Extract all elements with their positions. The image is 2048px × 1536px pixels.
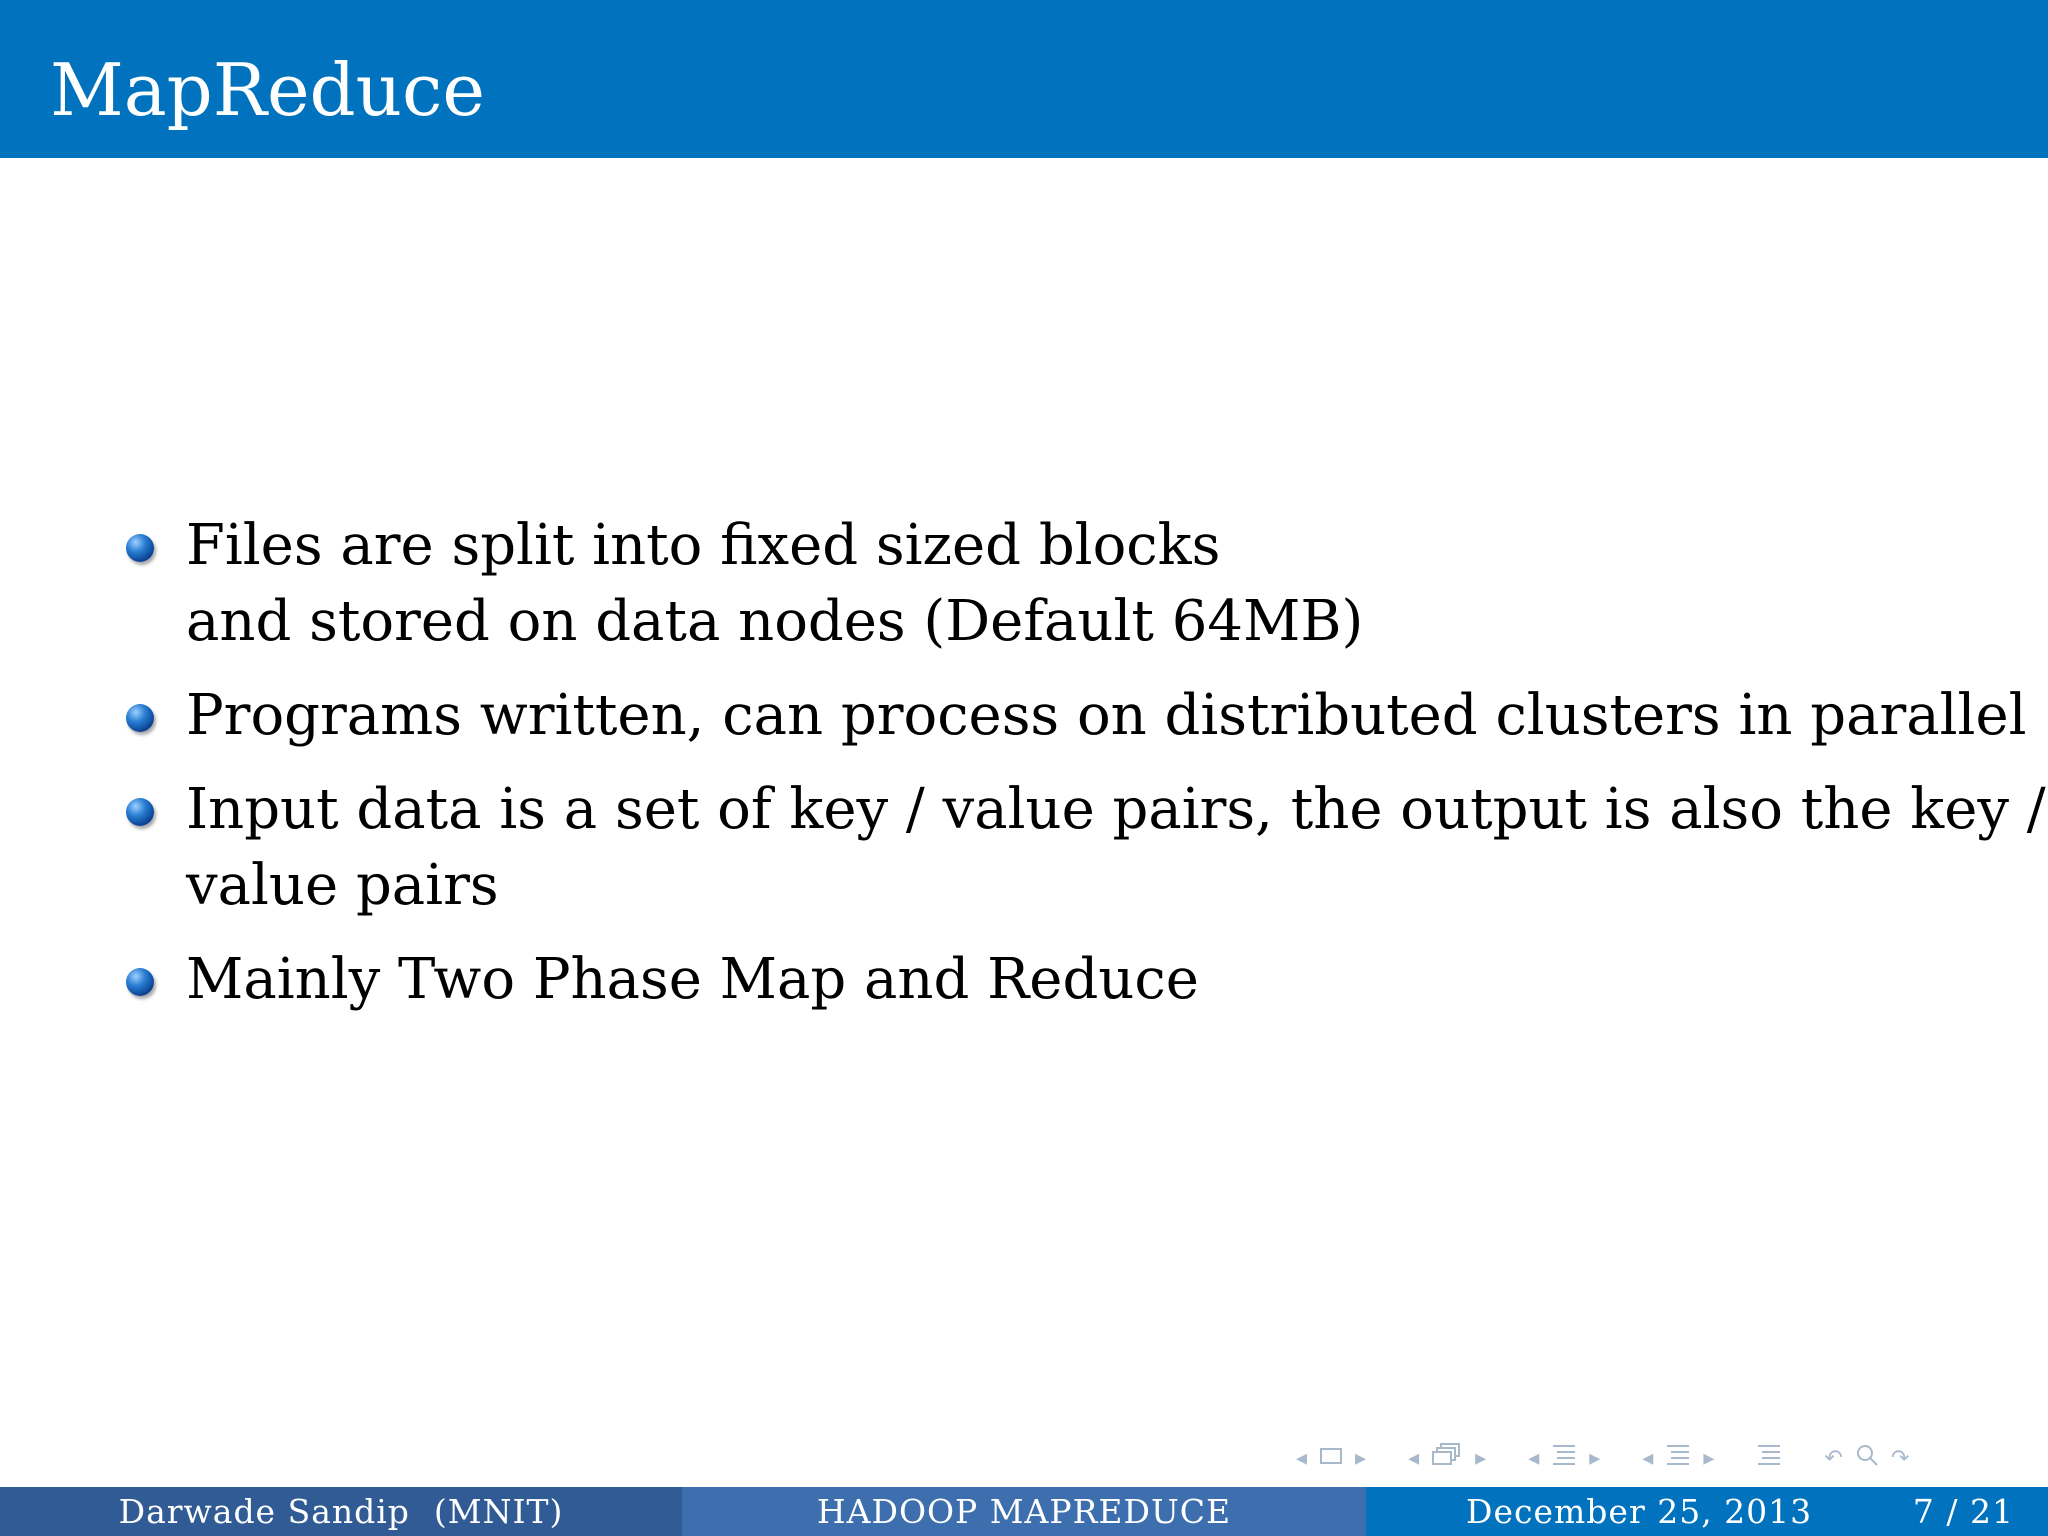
nav-search-icon[interactable] xyxy=(1855,1443,1879,1473)
bullet-text-line: Mainly Two Phase Map and Reduce xyxy=(186,947,1199,1012)
beamer-navigation-bar xyxy=(1290,1440,1945,1476)
nav-forward-icon[interactable]: ↷ xyxy=(1890,1445,1910,1471)
slide-header xyxy=(0,0,2048,158)
nav-outline-icon[interactable] xyxy=(1756,1442,1782,1474)
bullet-item xyxy=(120,678,2027,754)
bullet-list xyxy=(120,508,2046,1036)
nav-frame-group[interactable] xyxy=(1290,1446,1372,1471)
nav-prev-arrow-icon[interactable]: ◂ xyxy=(1528,1445,1540,1471)
nav-frame-icon[interactable] xyxy=(1319,1446,1343,1471)
nav-presentation-group[interactable] xyxy=(1636,1442,1720,1474)
nav-presentation-icon[interactable] xyxy=(1665,1442,1691,1474)
nav-prev-arrow-icon[interactable]: ◂ xyxy=(1296,1445,1308,1471)
bullet-text-line: Programs written, can process on distributed clusters in parallel xyxy=(186,683,2027,748)
bullet-item xyxy=(120,772,2046,924)
nav-tools-group[interactable] xyxy=(1818,1443,1915,1473)
bullet-text-line: value pairs xyxy=(186,853,499,918)
footer-author: Darwade Sandip xyxy=(118,1492,410,1531)
nav-subsection-group[interactable] xyxy=(1402,1442,1492,1474)
footer-page-number: 7 / 21 xyxy=(1912,1492,2014,1531)
footer-institute: (MNIT) xyxy=(433,1492,564,1531)
nav-next-arrow-icon[interactable]: ▸ xyxy=(1589,1445,1601,1471)
nav-section-icon[interactable] xyxy=(1551,1442,1577,1474)
nav-section-group[interactable] xyxy=(1522,1442,1606,1474)
bullet-text-line: and stored on data nodes (Default 64MB) xyxy=(186,589,1364,654)
nav-subsection-icon[interactable] xyxy=(1431,1442,1463,1474)
bullet-text-line: Input data is a set of key / value pairs, the output is also the key / xyxy=(186,777,2046,842)
nav-next-arrow-icon[interactable]: ▸ xyxy=(1703,1445,1715,1471)
nav-prev-arrow-icon[interactable]: ◂ xyxy=(1642,1445,1654,1471)
bullet-ball-icon xyxy=(126,798,154,826)
slide-footer xyxy=(0,1487,2048,1536)
bullet-item xyxy=(120,942,2010,1018)
footer-title-box xyxy=(682,1487,1366,1536)
bullet-text-line: Files are split into fixed sized blocks xyxy=(186,513,1221,578)
bullet-ball-icon xyxy=(126,704,154,732)
bullet-ball-icon xyxy=(126,534,154,562)
bullet-ball-icon xyxy=(126,968,154,996)
nav-next-arrow-icon[interactable]: ▸ xyxy=(1475,1445,1487,1471)
slide-title: MapReduce xyxy=(50,48,485,132)
footer-date: December 25, 2013 xyxy=(1466,1492,1813,1531)
nav-prev-arrow-icon[interactable]: ◂ xyxy=(1408,1445,1420,1471)
footer-talk-title: HADOOP MAPREDUCE xyxy=(816,1492,1232,1531)
nav-next-arrow-icon[interactable]: ▸ xyxy=(1355,1445,1367,1471)
bullet-item xyxy=(120,508,2010,660)
footer-date-box xyxy=(1366,1487,2048,1536)
footer-author-box xyxy=(0,1487,682,1536)
nav-outline-group[interactable] xyxy=(1750,1442,1788,1474)
nav-back-icon[interactable]: ↶ xyxy=(1824,1445,1843,1471)
